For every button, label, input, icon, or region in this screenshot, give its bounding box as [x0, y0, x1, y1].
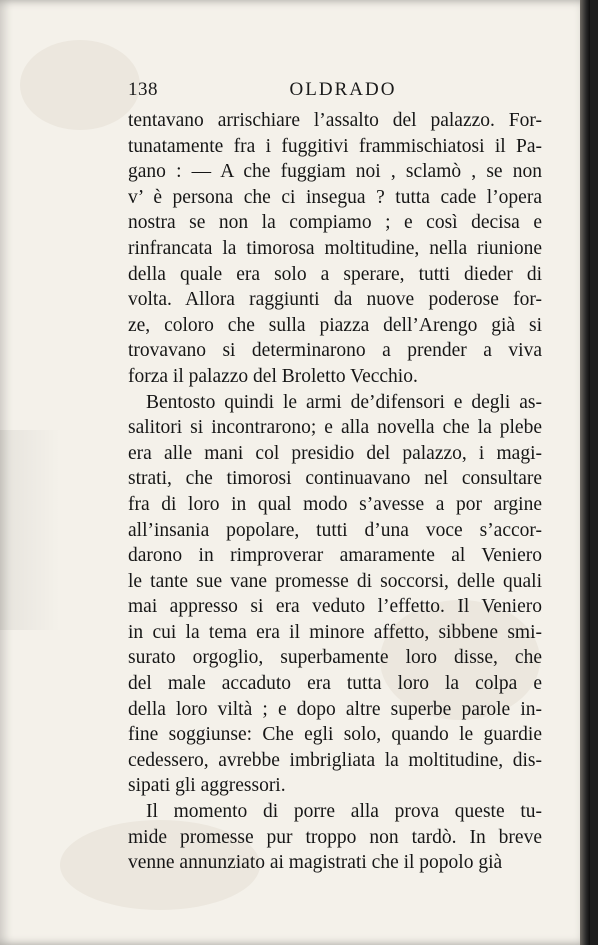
- text-line: rinfrancata la timorosa moltitudine, nella riunione: [128, 237, 542, 259]
- text-line: salitori si incontrarono; e alla novella che la plebe: [128, 417, 542, 439]
- text-line: sipati gli aggressori.: [128, 775, 286, 797]
- text-line: della loro viltà ; e dopo altre superbe parole in-: [128, 698, 542, 720]
- text-line: darono in rimproverar amaramente al Veniero: [128, 545, 542, 567]
- text-line: tunatamente fra i fuggitivi frammischiatosi il Pa-: [128, 135, 542, 157]
- text-line: fra di loro in qual modo s’avesse a por argine: [128, 493, 542, 515]
- text-line: ze, coloro che sulla piazza dell’Arengo già si: [128, 314, 542, 336]
- page-header: [128, 79, 550, 107]
- page-crease: [0, 430, 60, 630]
- text-line: cedessero, avrebbe imbrigliata la moltitudine, dis-: [128, 749, 542, 771]
- running-title: OLDRADO: [289, 79, 397, 100]
- text-line: Bentosto quindi le armi de’difensori e degli as-: [146, 391, 542, 413]
- paragraph: [128, 799, 542, 876]
- text-line: v’ è persona che ci insegua ? tutta cade l’opera: [128, 186, 542, 208]
- text-line: nostra se non la compiamo ; e così decisa e: [128, 212, 542, 234]
- text-line: gano : — A che fuggiam noi , sclamò , se non: [128, 161, 542, 183]
- text-line: mide promesse pur troppo non tardò. In breve: [128, 826, 542, 848]
- body-text: [128, 108, 542, 876]
- text-line: mai appresso si era veduto l’effetto. Il Veniero: [128, 596, 542, 618]
- paragraph: [128, 390, 542, 800]
- paragraph: [128, 108, 542, 390]
- text-line: fine soggiunse: Che egli solo, quando le guardie: [128, 724, 542, 746]
- page-number: 138: [128, 79, 158, 100]
- text-line: trovavano si determinarono a prender a viva: [128, 340, 542, 362]
- paper-stain: [20, 40, 140, 130]
- text-line: venne annunziato ai magistrati che il popolo già: [128, 852, 503, 874]
- page-edge-shadow: [580, 0, 590, 945]
- text-line: della quale era solo a sperare, tutti dieder di: [128, 263, 542, 285]
- text-line: del male accaduto era tutta loro la colpa e: [128, 673, 542, 695]
- text-line: surato orgoglio, superbamente loro disse, che: [128, 647, 542, 669]
- text-line: all’insania popolare, tutti d’una voce s’accor-: [128, 519, 542, 541]
- text-line: tentavano arrischiare l’assalto del palazzo. For-: [128, 110, 542, 131]
- text-line: in cui la tema era il minore affetto, sibbene smi-: [128, 621, 542, 643]
- text-line: le tante sue vane promesse di soccorsi, delle quali: [128, 570, 542, 592]
- text-line: volta. Allora raggiunti da nuove poderose for-: [128, 289, 542, 311]
- text-line: Il momento di porre alla prova queste tu-: [146, 801, 542, 823]
- text-line: forza il palazzo del Broletto Vecchio.: [128, 365, 418, 387]
- text-line: era alle mani col presidio del palazzo, i magi-: [128, 442, 542, 464]
- text-line: strati, che timorosi continuavano nel consultare: [128, 468, 542, 490]
